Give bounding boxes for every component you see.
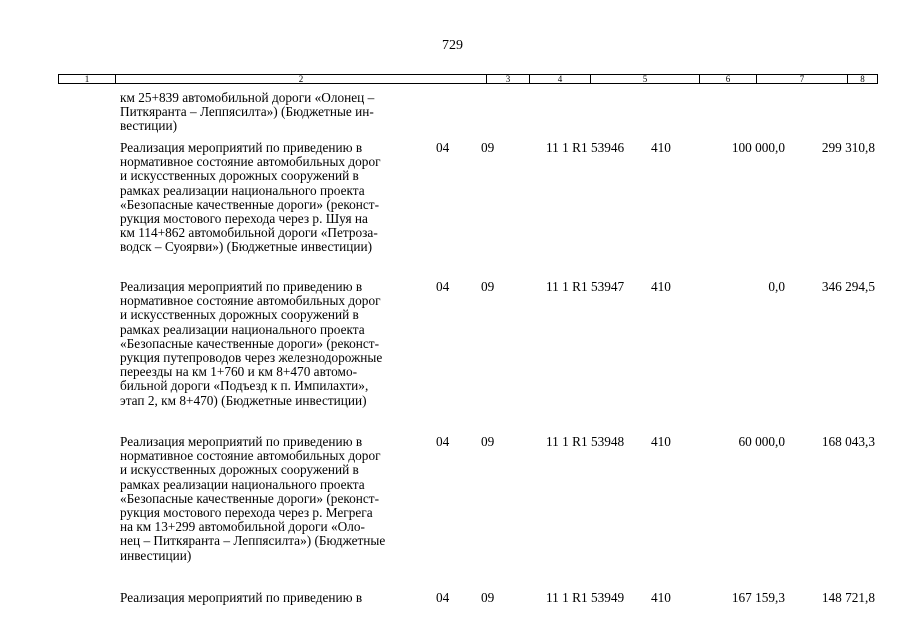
row-section-code: 04 bbox=[436, 279, 450, 294]
row-amount-col8: 346 294,5 bbox=[821, 279, 875, 294]
row-target-article: 11 1 R1 53948 bbox=[546, 434, 625, 449]
row-amount-col8: 168 043,3 bbox=[821, 434, 875, 449]
row-description: Реализация мероприятий по приведению в bbox=[120, 590, 363, 605]
row-amount-col7: 100 000,0 bbox=[731, 140, 785, 155]
table-header-row bbox=[58, 74, 878, 84]
row-amount-col7: 0,0 bbox=[768, 279, 785, 294]
continuation-text: км 25+839 автомобильной дороги «Олонец – Питкяранта – Леппясилта») (Бюджетные ин- вестиции) bbox=[120, 90, 375, 134]
column-header-4: 4 bbox=[530, 75, 591, 83]
row-amount-col8: 299 310,8 bbox=[821, 140, 875, 155]
row-section-code: 04 bbox=[436, 590, 450, 605]
row-expense-type: 410 bbox=[651, 434, 671, 449]
row-target-article: 11 1 R1 53947 bbox=[546, 279, 625, 294]
column-header-1: 1 bbox=[59, 75, 116, 83]
row-expense-type: 410 bbox=[651, 590, 671, 605]
column-header-7: 7 bbox=[757, 75, 848, 83]
row-description: Реализация мероприятий по приведению в нормативное состояние автомобильных дорог и искусственных дорожных сооружений в рамках реализации национального проекта «Безопасные качественные дороги» (реконст- рукция путепроводов через железнодорожные переезды на км 1+760 и км 8+470 автомо- бильной дороги «Подъезд к п. Импилахти», этап 2, км 8+470) (Бюджетные инвестиции) bbox=[120, 279, 383, 408]
row-amount-col7: 60 000,0 bbox=[738, 434, 785, 449]
column-header-8: 8 bbox=[860, 74, 865, 84]
row-section-code: 04 bbox=[436, 140, 450, 155]
row-subsection-code: 09 bbox=[481, 590, 495, 605]
row-target-article: 11 1 R1 53949 bbox=[546, 590, 625, 605]
column-header-2: 2 bbox=[116, 75, 487, 83]
row-expense-type: 410 bbox=[651, 279, 671, 294]
row-expense-type: 410 bbox=[651, 140, 671, 155]
column-header-5: 5 bbox=[591, 75, 700, 83]
row-target-article: 11 1 R1 53946 bbox=[546, 140, 625, 155]
row-section-code: 04 bbox=[436, 434, 450, 449]
row-description: Реализация мероприятий по приведению в нормативное состояние автомобильных дорог и искусственных дорожных сооружений в рамках реализации национального проекта «Безопасные качественные дороги» (реконст- рукция мостового перехода через р. Мегрега на км 13+299 автомобильной дороги «Оло- нец – Питкяранта – Леппясилта») (Бюджетные инвестиции) bbox=[120, 434, 386, 563]
row-description: Реализация мероприятий по приведению в нормативное состояние автомобильных дорог и искусственных дорожных сооружений в рамках реализации национального проекта «Безопасные качественные дороги» (реконст- рукция мостового перехода через р. Шуя на км 114+862 автомобильной дороги «Петроза- водск – Суоярви») (Бюджетные инвестиции) bbox=[120, 140, 381, 255]
row-subsection-code: 09 bbox=[481, 140, 495, 155]
row-subsection-code: 09 bbox=[481, 279, 495, 294]
page-number: 729 bbox=[442, 38, 463, 53]
row-subsection-code: 09 bbox=[481, 434, 495, 449]
row-amount-col7: 167 159,3 bbox=[731, 590, 785, 605]
row-amount-col8: 148 721,8 bbox=[821, 590, 875, 605]
column-header-3: 3 bbox=[487, 75, 530, 83]
column-header-6: 6 bbox=[700, 75, 757, 83]
